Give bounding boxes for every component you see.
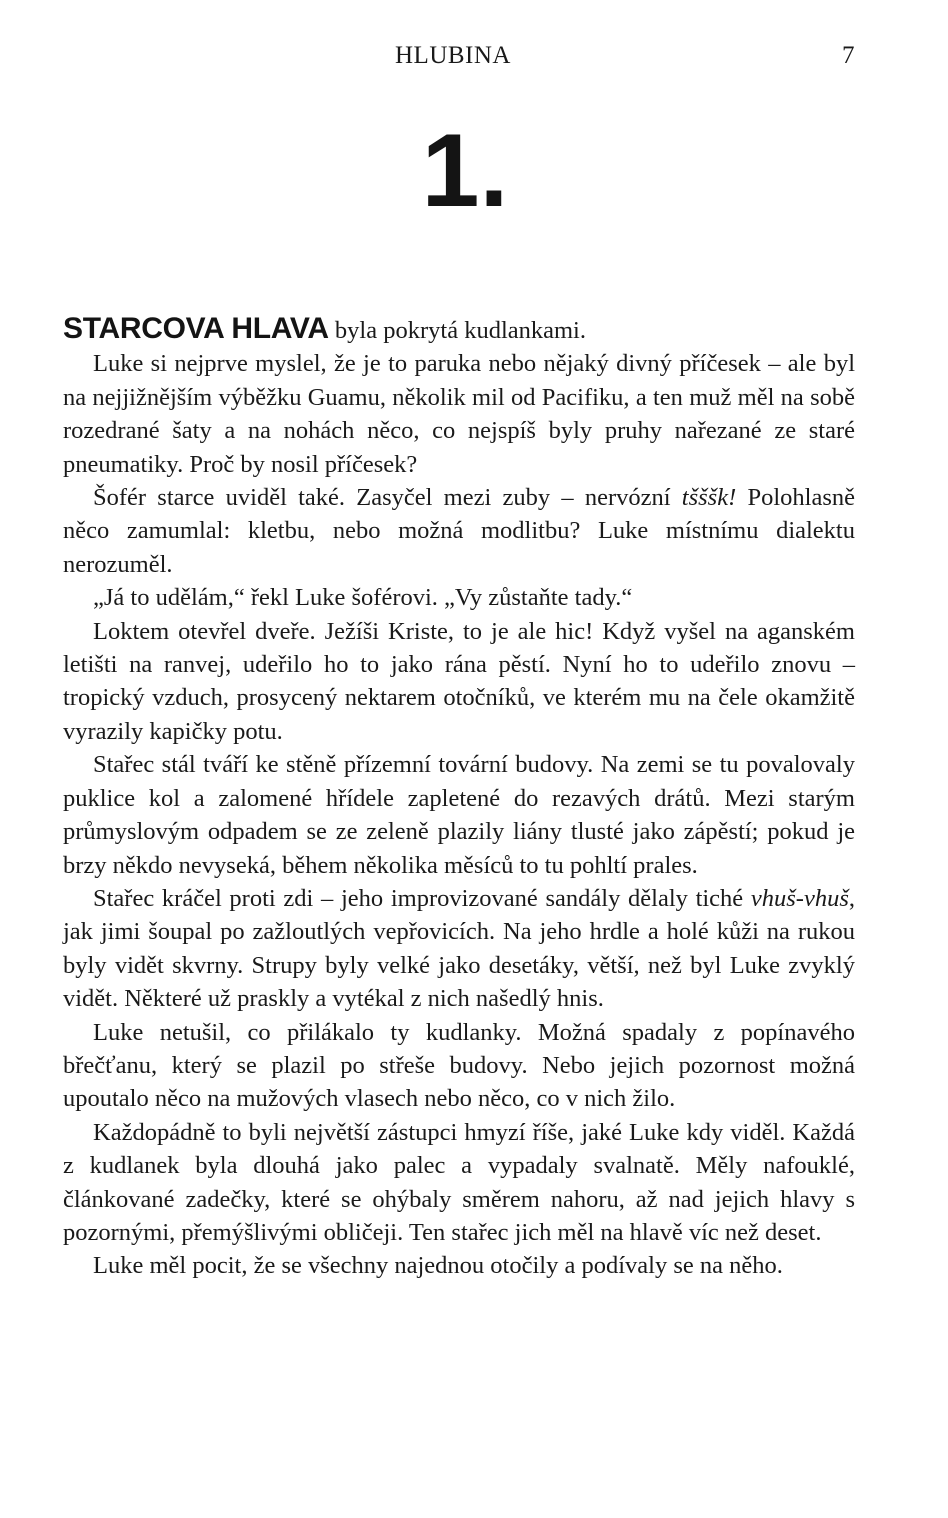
paragraph-text: Stařec kráčel proti zdi – jeho improvizované sandály dělaly tiché: [93, 884, 751, 912]
paragraph: [63, 312, 855, 347]
paragraph: [63, 481, 855, 581]
paragraph: [63, 1116, 855, 1250]
paragraph: [63, 1016, 855, 1116]
paragraph-text: Stařec stál tváří ke stěně přízemní tovární budovy. Na zemi se tu povalovaly puklice kol a zalomené hřídele zapletené do rezavých drátů. Mezi starým průmyslovým odpadem se ze zeleně plazily liány tlusté jako zápěstí; pokud je brzy někdo nevyseká, během několika měsíců to tu pohltí prales.: [63, 751, 855, 879]
onomatopoeia: tšššk!: [681, 484, 737, 512]
paragraph: [63, 615, 855, 749]
paragraph-text: Luke měl pocit, že se všechny najednou otočily a podívaly se na něho.: [93, 1252, 783, 1280]
paragraph: [63, 347, 855, 481]
paragraph: [63, 882, 855, 1016]
paragraph-text: Loktem otevřel dveře. Ježíši Kriste, to je ale hic! Když vyšel na aganském letišti na ranvej, udeřilo ho to jako rána pěstí. Nyní ho to udeřilo znovu – tropický vzduch, prosycený nektarem otočníků, ve kterém mu na čele okamžitě vyrazily kapičky potu.: [63, 617, 855, 745]
paragraph-text: Každopádně to byli největší zástupci hmyzí říše, jaké Luke kdy viděl. Každá z kudlanek byla dlouhá jako palec a vypadaly svalnatě. Měly nafouklé, článkované zadečky, které se ohýbaly směrem nahoru, až nad jejich hlavy s pozornými, přemýšlivými obličeji. Ten stařec jich měl na hlavě víc než deset.: [63, 1118, 855, 1246]
paragraph-text: Polohlasně něco zamumlal: kletbu, nebo možná modlitbu? Luke místnímu dialektu nerozuměl.: [63, 484, 855, 578]
onomatopoeia: vhuš-vhuš: [750, 884, 849, 912]
paragraph-text: byla pokrytá kudlankami.: [328, 317, 586, 344]
lead-in: STARCOVA HLAVA: [63, 312, 329, 345]
running-title: HLUBINA: [395, 42, 511, 69]
paragraph-text: Šofér starce uviděl také. Zasyčel mezi zuby – nervózní: [93, 484, 682, 512]
paragraph: [63, 1249, 855, 1282]
paragraph: [63, 581, 855, 614]
page-number: 7: [842, 42, 855, 69]
chapter-number: 1.: [421, 113, 509, 229]
paragraph-text: , jak jimi šoupal po zažloutlých vepřovicích. Na jeho hrdle a holé kůži na rukou byly vidět skvrny. Strupy byly velké jako desetáky, větší, než byl Luke zvyklý vidět. Některé už praskly a vytékal z nich našedlý hnis.: [63, 884, 855, 1013]
paragraph-text: „Já to udělám,“ řekl Luke šoférovi. „Vy zůstaňte tady.“: [93, 584, 633, 612]
running-head: [0, 40, 948, 80]
paragraph-text: Luke netušil, co přilákalo ty kudlanky. Možná spadaly z popínavého břečťanu, který se plazil po střeše budovy. Nebo jejich pozornost možná upoutalo něco na mužových vlasech nebo něco, co v nich žilo.: [63, 1018, 855, 1113]
paragraph: [63, 748, 855, 882]
paragraph-text: Luke si nejprve myslel, že je to paruka nebo nějaký divný příčesek – ale byl na nejjižnějším výběžku Guamu, několik mil od Pacifiku, a ten muž měl na sobě rozedrané šaty a na nohách něco, co nejspíš byly pruhy nařezané ze staré pneumatiky. Proč by nosil příčesek?: [63, 350, 855, 478]
body-text: [63, 312, 855, 1283]
